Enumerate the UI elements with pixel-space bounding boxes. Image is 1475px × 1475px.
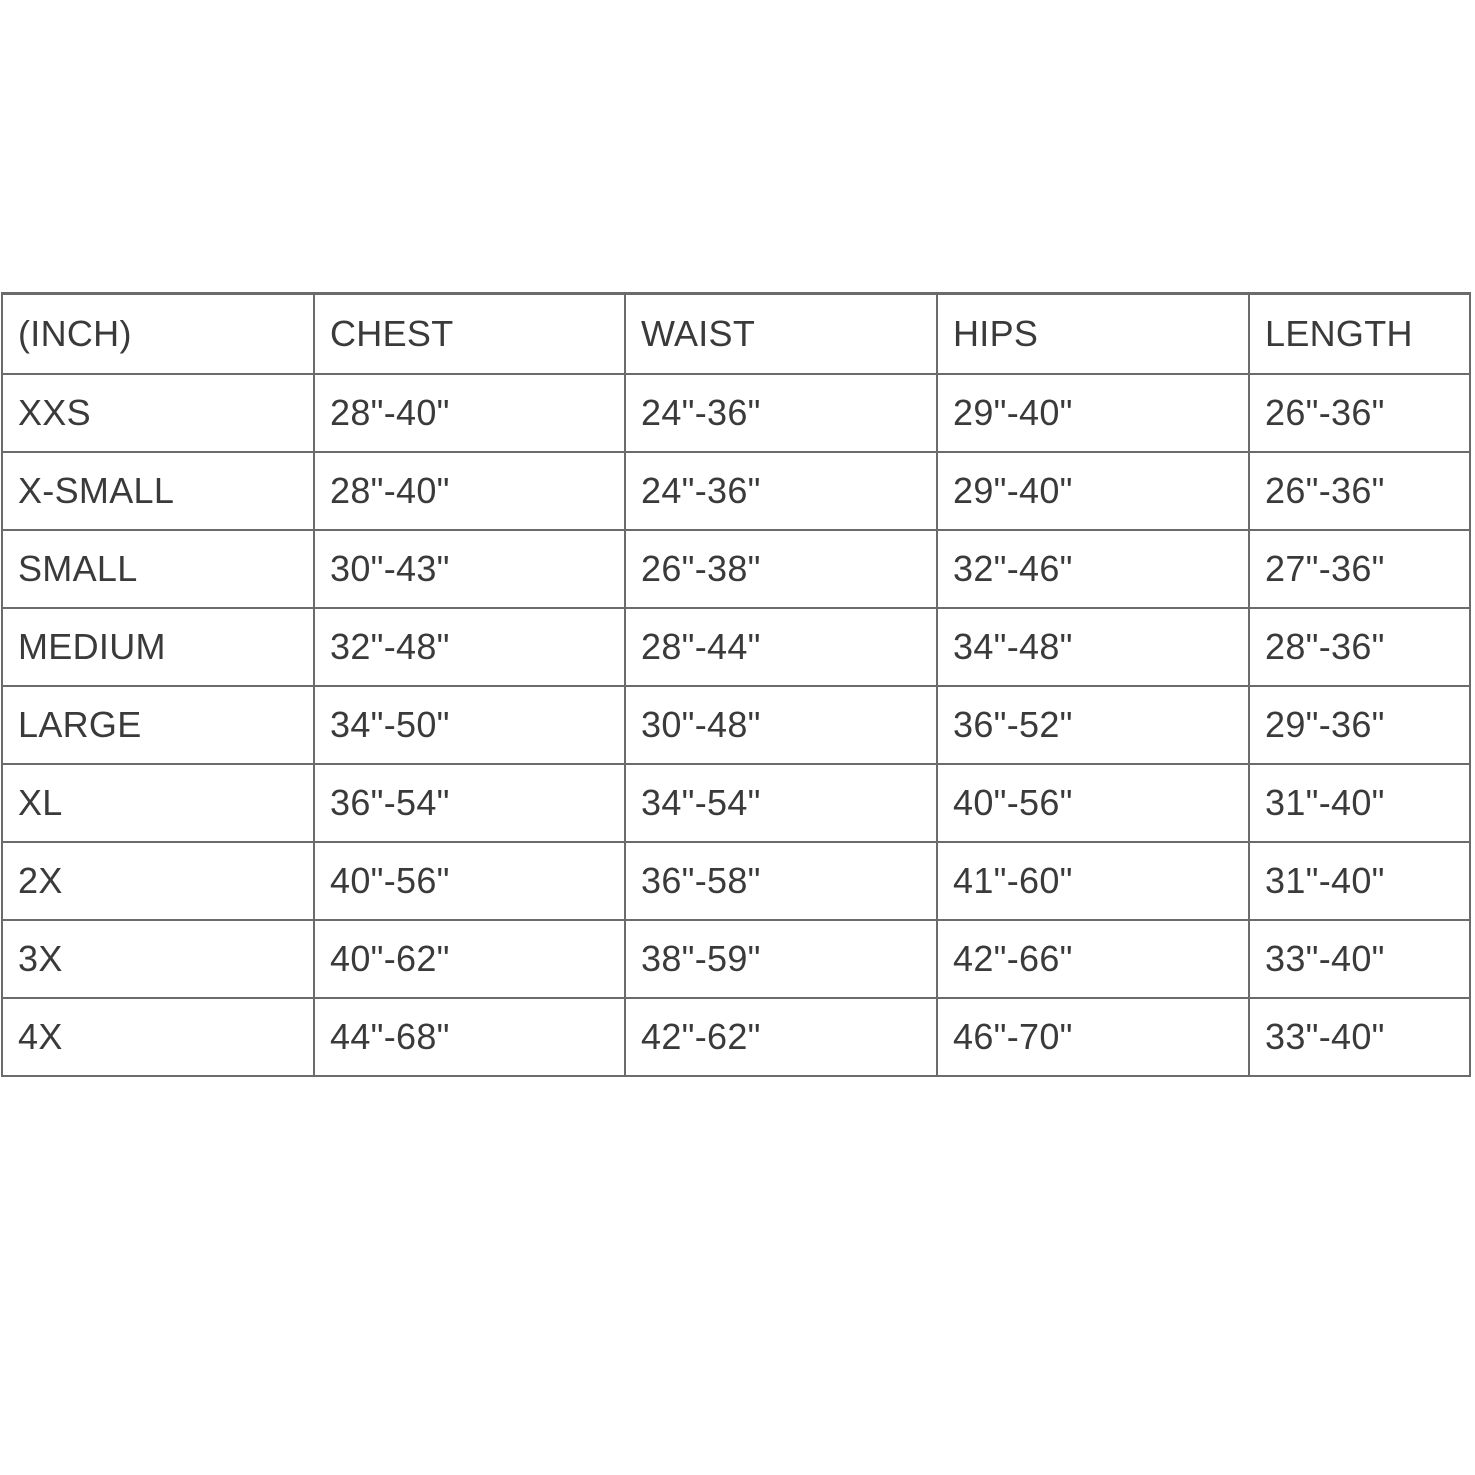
- hips-value: 34"-48": [937, 608, 1249, 686]
- size-label: 3X: [2, 920, 314, 998]
- table-row: [2, 998, 1470, 1076]
- waist-value: 42"-62": [625, 998, 937, 1076]
- length-value: 33"-40": [1249, 998, 1470, 1076]
- size-label: MEDIUM: [2, 608, 314, 686]
- table-row: [2, 686, 1470, 764]
- size-label: 2X: [2, 842, 314, 920]
- table-row: [2, 608, 1470, 686]
- size-label: LARGE: [2, 686, 314, 764]
- waist-value: 28"-44": [625, 608, 937, 686]
- chest-value: 40"-62": [314, 920, 625, 998]
- waist-value: 24"-36": [625, 452, 937, 530]
- hips-value: 40"-56": [937, 764, 1249, 842]
- waist-value: 30"-48": [625, 686, 937, 764]
- chest-value: 40"-56": [314, 842, 625, 920]
- chest-value: 36"-54": [314, 764, 625, 842]
- size-label: XXS: [2, 374, 314, 452]
- waist-value: 24"-36": [625, 374, 937, 452]
- header-chest: CHEST: [314, 294, 625, 375]
- length-value: 26"-36": [1249, 374, 1470, 452]
- length-value: 26"-36": [1249, 452, 1470, 530]
- waist-value: 34"-54": [625, 764, 937, 842]
- waist-value: 38"-59": [625, 920, 937, 998]
- chest-value: 34"-50": [314, 686, 625, 764]
- length-value: 33"-40": [1249, 920, 1470, 998]
- size-label: 4X: [2, 998, 314, 1076]
- hips-value: 46"-70": [937, 998, 1249, 1076]
- chest-value: 28"-40": [314, 374, 625, 452]
- table-row: [2, 374, 1470, 452]
- hips-value: 29"-40": [937, 452, 1249, 530]
- header-unit: (INCH): [2, 294, 314, 375]
- hips-value: 36"-52": [937, 686, 1249, 764]
- waist-value: 26"-38": [625, 530, 937, 608]
- hips-value: 32"-46": [937, 530, 1249, 608]
- size-label: XL: [2, 764, 314, 842]
- table-row: [2, 920, 1470, 998]
- size-label: SMALL: [2, 530, 314, 608]
- size-chart-table: [1, 292, 1471, 1077]
- size-label: X-SMALL: [2, 452, 314, 530]
- hips-value: 42"-66": [937, 920, 1249, 998]
- waist-value: 36"-58": [625, 842, 937, 920]
- table-row: [2, 764, 1470, 842]
- table-row: [2, 530, 1470, 608]
- chest-value: 28"-40": [314, 452, 625, 530]
- table-header-row: [2, 294, 1470, 375]
- header-waist: WAIST: [625, 294, 937, 375]
- header-length: LENGTH: [1249, 294, 1470, 375]
- length-value: 29"-36": [1249, 686, 1470, 764]
- chest-value: 44"-68": [314, 998, 625, 1076]
- length-value: 31"-40": [1249, 842, 1470, 920]
- table-row: [2, 452, 1470, 530]
- chest-value: 30"-43": [314, 530, 625, 608]
- header-hips: HIPS: [937, 294, 1249, 375]
- length-value: 27"-36": [1249, 530, 1470, 608]
- length-value: 31"-40": [1249, 764, 1470, 842]
- hips-value: 29"-40": [937, 374, 1249, 452]
- length-value: 28"-36": [1249, 608, 1470, 686]
- table-row: [2, 842, 1470, 920]
- chest-value: 32"-48": [314, 608, 625, 686]
- hips-value: 41"-60": [937, 842, 1249, 920]
